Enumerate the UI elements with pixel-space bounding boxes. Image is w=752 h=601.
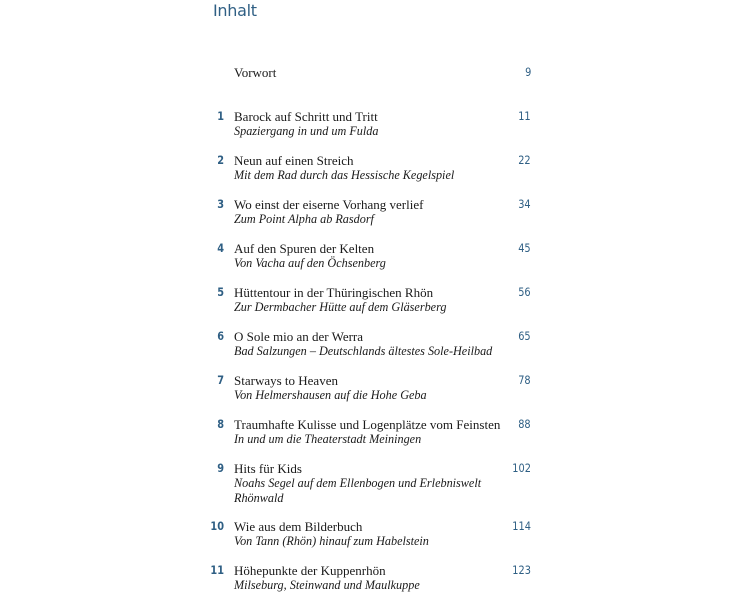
toc-entry-subtitle: Mit dem Rad durch das Hessische Kegelspiel xyxy=(234,168,455,182)
toc-entry-page: 102 xyxy=(512,461,531,475)
toc-entry-subtitle: Spaziergang in und um Fulda xyxy=(234,124,379,138)
toc-entry-page: 65 xyxy=(518,329,531,343)
toc-entry-title: Vorwort xyxy=(234,65,277,80)
toc-entry-foreword[interactable] xyxy=(200,65,540,99)
toc-entry-2[interactable] xyxy=(200,153,540,187)
toc-entry-page: 34 xyxy=(518,197,531,211)
toc-entry-title: Traumhafte Kulisse und Logenplätze vom Feinsten xyxy=(234,417,501,432)
toc-entry-title: Wie aus dem Bilderbuch xyxy=(234,519,363,534)
toc-entry-7[interactable] xyxy=(200,373,540,407)
toc-entry-title: Wo einst der eiserne Vorhang verlief xyxy=(234,197,424,212)
toc-entry-title: Starways to Heaven xyxy=(234,373,338,388)
toc-entry-title: Neun auf einen Streich xyxy=(234,153,354,168)
toc-entry-subtitle: Von Helmershausen auf die Hohe Geba xyxy=(234,388,427,402)
toc-entry-number: 2 xyxy=(217,153,224,167)
toc-entry-title: Hüttentour in der Thüringischen Rhön xyxy=(234,285,434,300)
toc-entry-subtitle: Noahs Segel auf dem Ellenbogen und Erlebniswelt Rhönwald xyxy=(234,476,482,505)
page-heading: Inhalt xyxy=(213,1,257,20)
toc-entry-title: Barock auf Schritt und Tritt xyxy=(234,109,378,124)
toc-entry-page: 78 xyxy=(518,373,531,387)
toc-entry-page: 123 xyxy=(512,563,531,577)
toc-entry-5[interactable] xyxy=(200,285,540,319)
toc-entry-number: 8 xyxy=(217,417,224,431)
toc-entry-8[interactable] xyxy=(200,417,540,451)
toc-entry-page: 88 xyxy=(518,417,531,431)
toc-entry-3[interactable] xyxy=(200,197,540,231)
toc-entry-subtitle: Zur Dermbacher Hütte auf dem Gläserberg xyxy=(234,300,447,314)
toc-entry-9[interactable] xyxy=(200,461,540,509)
toc-entry-subtitle: In und um die Theaterstadt Meiningen xyxy=(234,432,422,446)
toc-entry-title: Höhepunkte der Kuppenrhön xyxy=(234,563,386,578)
toc-entry-page: 56 xyxy=(518,285,531,299)
toc-entry-number: 3 xyxy=(217,197,224,211)
toc-entry-page: 22 xyxy=(518,153,531,167)
toc-entry-subtitle: Milseburg, Steinwand und Maulkuppe xyxy=(234,578,420,592)
toc-entry-page: 9 xyxy=(524,65,531,79)
toc-entry-subtitle: Bad Salzungen – Deutschlands ältestes Sole-Heilbad xyxy=(234,344,493,358)
toc-entry-title: Hits für Kids xyxy=(234,461,302,476)
toc-entry-number: 7 xyxy=(217,373,224,387)
toc-entry-number: 1 xyxy=(217,109,224,123)
toc-entry-subtitle: Von Vacha auf den Öchsenberg xyxy=(234,256,386,270)
toc-entry-number: 11 xyxy=(210,563,224,577)
toc-entry-title: Auf den Spuren der Kelten xyxy=(234,241,375,256)
toc-entry-4[interactable] xyxy=(200,241,540,275)
toc-entry-number: 9 xyxy=(217,461,224,475)
toc-entry-subtitle: Von Tann (Rhön) hinauf zum Habelstein xyxy=(234,534,429,548)
toc-entry-number: 6 xyxy=(217,329,224,343)
toc-entry-1[interactable] xyxy=(200,109,540,143)
toc-entry-10[interactable] xyxy=(200,519,540,553)
toc-entry-page: 11 xyxy=(518,109,531,123)
toc-entry-subtitle: Zum Point Alpha ab Rasdorf xyxy=(234,212,374,226)
toc-entry-11[interactable] xyxy=(200,563,540,597)
toc-entry-number: 10 xyxy=(210,519,224,533)
toc-entry-number: 4 xyxy=(217,241,224,255)
toc-entry-page: 45 xyxy=(518,241,531,255)
toc-entry-title: O Sole mio an der Werra xyxy=(234,329,364,344)
toc-entry-6[interactable] xyxy=(200,329,540,363)
toc-entry-number: 5 xyxy=(217,285,224,299)
toc-entry-page: 114 xyxy=(512,519,531,533)
